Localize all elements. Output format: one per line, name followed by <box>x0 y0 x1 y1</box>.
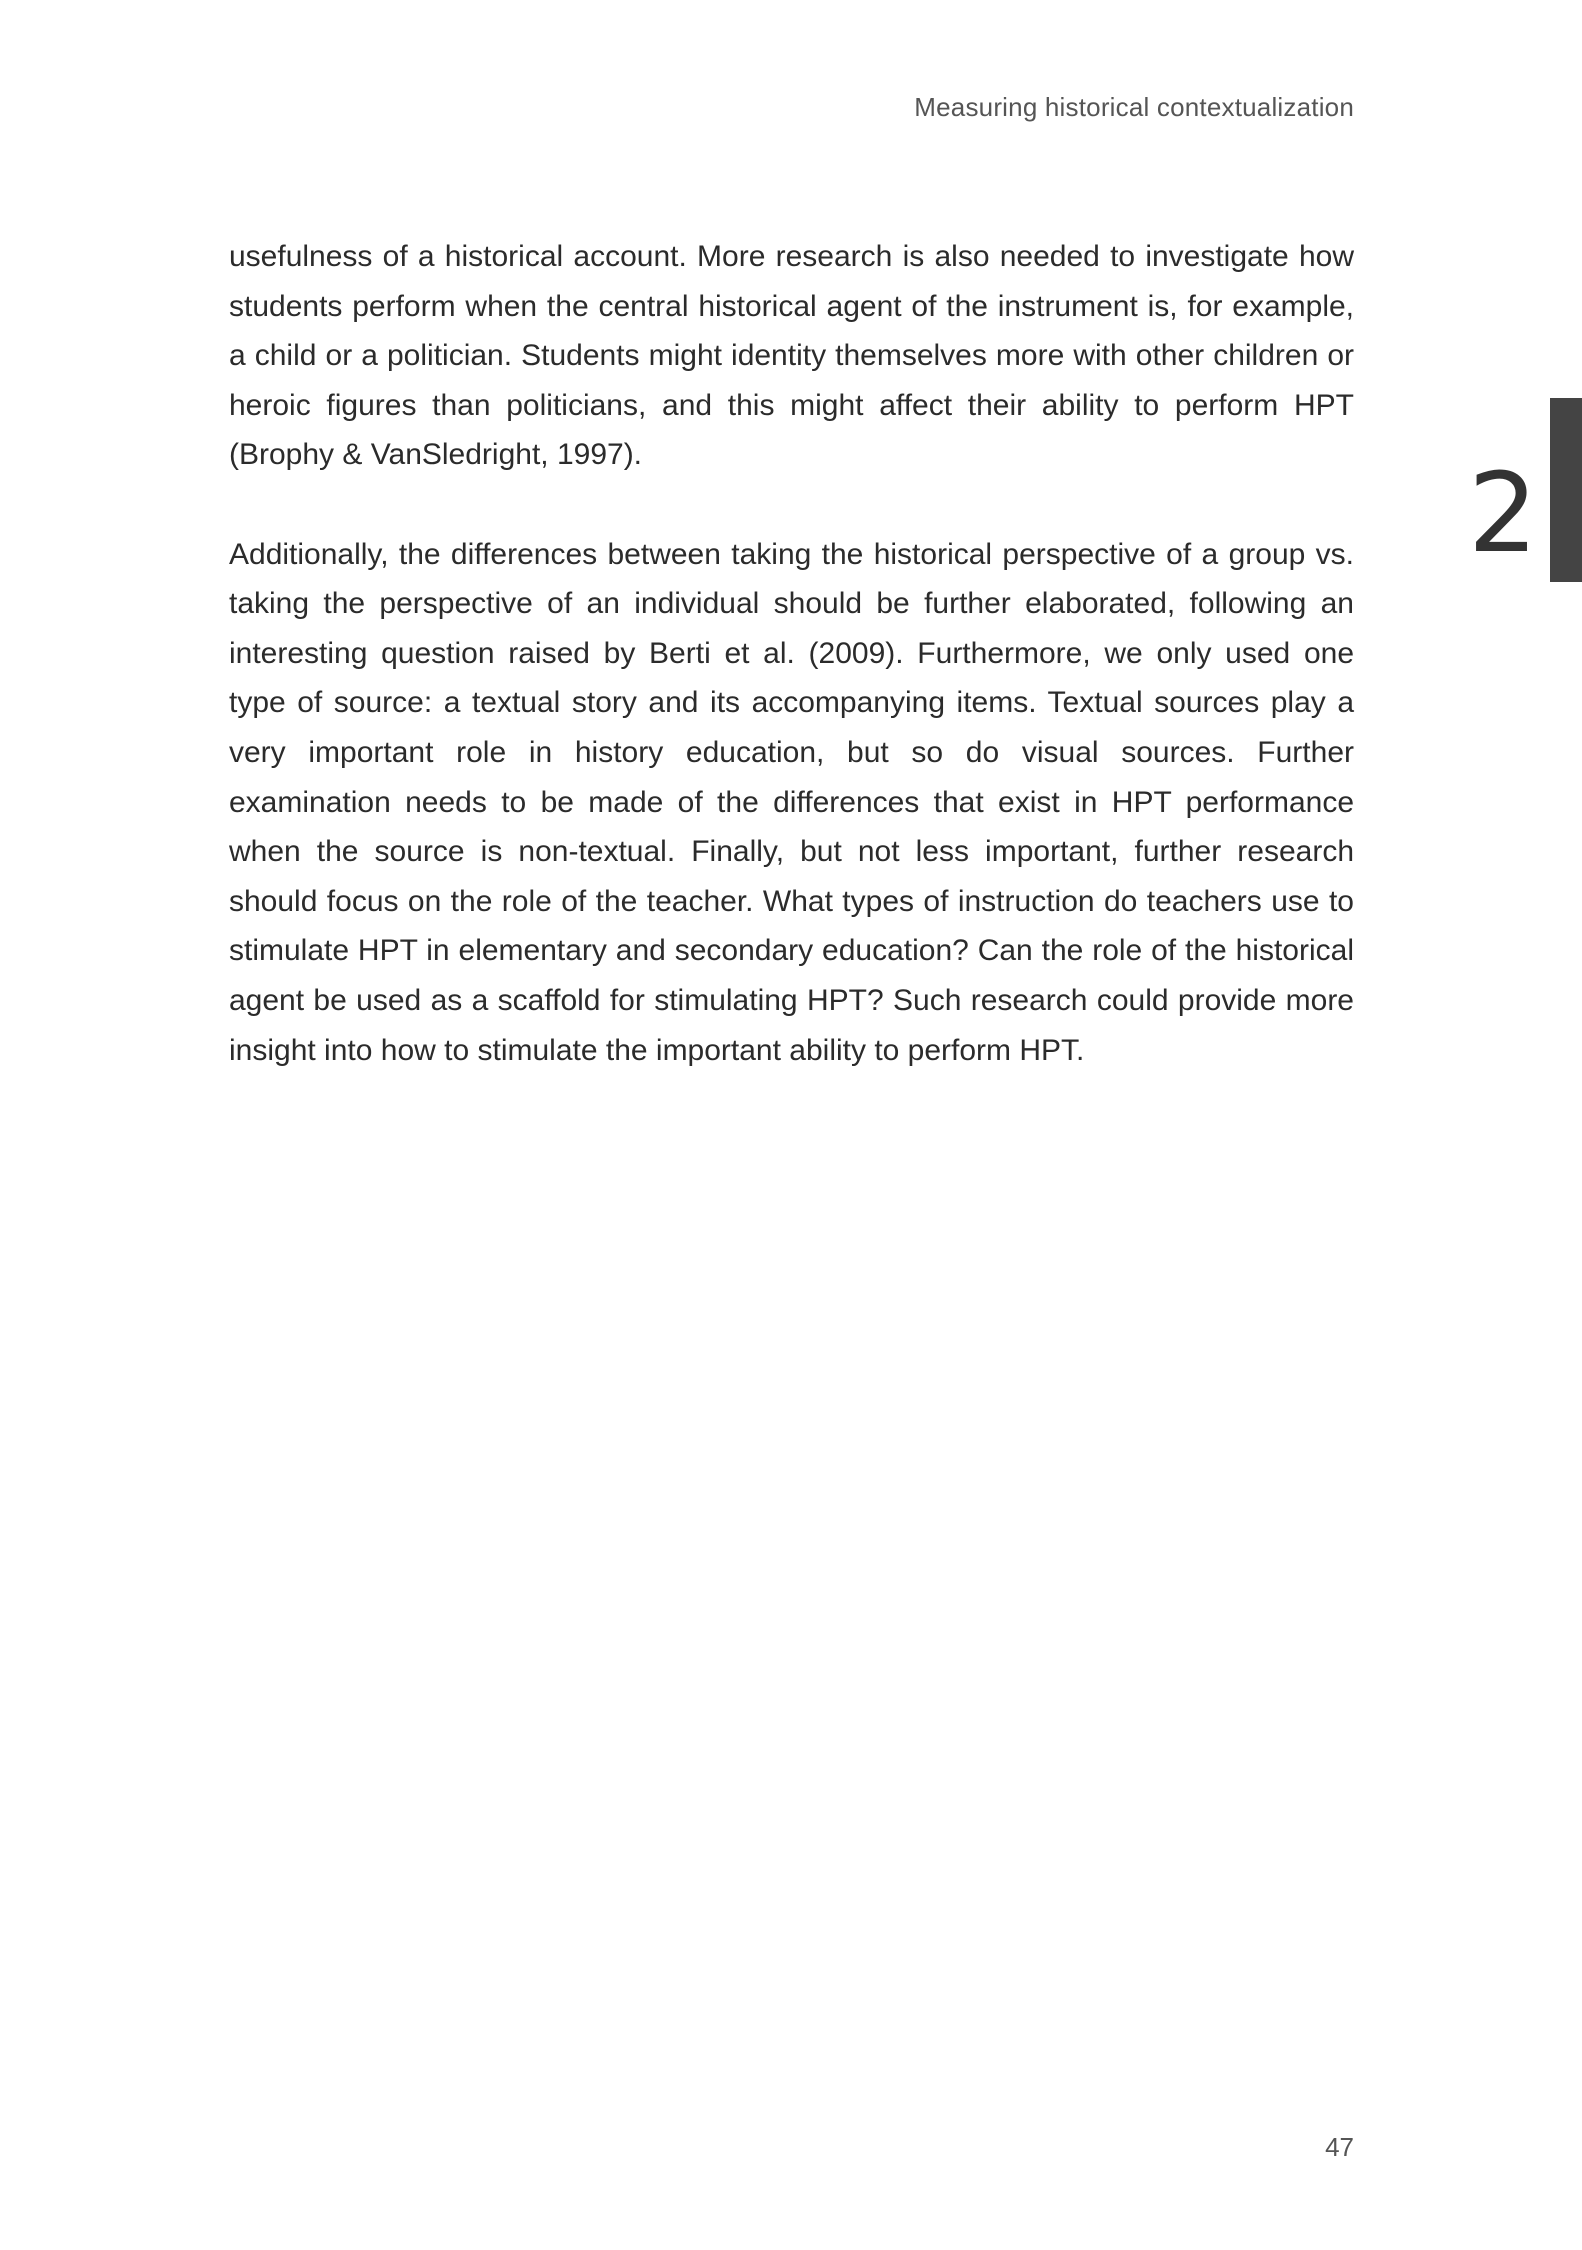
paragraph-2: Additionally, the differences between taking the historical perspective of a group vs. taking the perspective of an individual should be further elaborated, following an interesting question raised by Berti et al. (2009). Furthermore, we only used one type of source: a textual story and its accompanying items. Textual sources play a very important role in history education, but so do visual sources. Further examination needs to be made of the differences that exist in HPT performance when the source is non-textual. Finally, but not less important, further research should focus on the role of the teacher. What types of instruction do teachers use to stimulate HPT in elementary and secondary education? Can the role of the historical agent be used as a scaffold for stimulating HPT? Such research could provide more insight into how to stimulate the important ability to perform HPT. <box>229 537 1354 1067</box>
chapter-tab <box>1454 398 1582 582</box>
page-number: 47 <box>1325 2132 1354 2162</box>
chapter-tab-bar <box>1550 398 1582 582</box>
running-header: Measuring historical contextualization <box>914 92 1354 122</box>
body-text <box>229 232 1354 1125</box>
paragraph-1: usefulness of a historical account. More research is also needed to investigate how students perform when the central historical agent of the instrument is, for example, a child or a politician. Students might identity themselves more with other children or heroic figures than politicians, and this might affect their ability to perform HPT (Brophy & VanSledright, 1997). <box>229 240 1354 472</box>
chapter-number: 2 <box>1468 449 1538 577</box>
